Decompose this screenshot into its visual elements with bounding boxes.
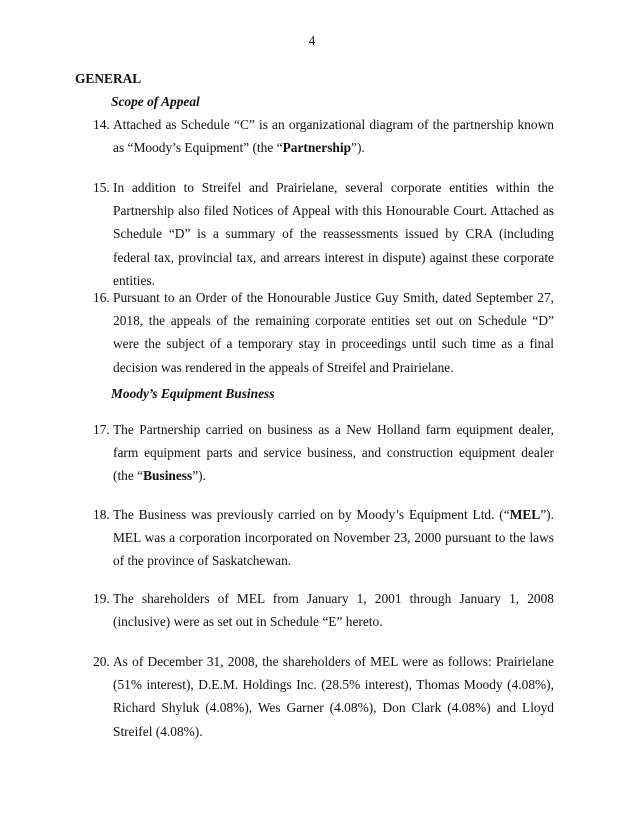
paragraph-19 [93,587,554,633]
defined-term-partnership: Partnership [282,140,352,156]
paragraph-number: 14. [93,117,110,132]
paragraph-14 [93,113,554,159]
paragraph-text: The shareholders of MEL from January 1, 2001 through January 1, 2008 (inclusive) were as set out in Schedule “E” hereto. [113,591,554,630]
paragraph-17 [93,418,554,488]
section-heading: GENERAL [75,71,142,86]
subheading-scope-of-appeal: Scope of Appeal [111,94,200,109]
paragraph-text: Pursuant to an Order of the Honourable Justice Guy Smith, dated September 27, 2018, the appeals of the remaining corporate entities set out on Schedule “D” were the subject of a temporary stay in proceedings until such time as a final decision was rendered in the appeals of Streifel and Prairielane. [113,290,554,375]
paragraph-text: As of December 31, 2008, the shareholders of MEL were as follows: Prairielane (51% interest), D.E.M. Holdings Inc. (28.5% interest), Thomas Moody (4.08%), Richard Shyluk (4.08%), Wes Garner (4.08%), Don Clark (4.08%) and Lloyd Streifel (4.08%). [113,654,554,739]
defined-term-business: Business [143,468,193,484]
page-number: 4 [308,33,316,48]
paragraph-number: 15. [93,180,110,195]
paragraph-number: 17. [93,422,110,437]
defined-term-mel: MEL [509,507,541,522]
paragraph-text: The Business was previously carried on by Moody’s Equipment Ltd. (“MEL”). MEL was a corporation incorporated on November 23, 2000 pursuant to the laws of the province of Saskatchewan. [113,507,554,569]
paragraph-18 [93,503,554,573]
paragraph-number: 19. [93,591,110,606]
subheading-moodys-equipment-business: Moody’s Equipment Business [111,386,275,401]
paragraph-16 [93,286,554,379]
paragraph-text: Attached as Schedule “C” is an organizational diagram of the partnership known as “Moody’s Equipment” (the “Partnership”). [113,117,554,156]
paragraph-text: In addition to Streifel and Prairielane, several corporate entities within the Partnership also filed Notices of Appeal with this Honourable Court. Attached as Schedule “D” is a summary of the reassessments issued by CRA (including federal tax, provincial tax, and arrears interest in dispute) against these corporate entities. [113,180,554,288]
paragraph-text: The Partnership carried on business as a New Holland farm equipment dealer, farm equipment parts and service business, and construction equipment dealer (the “Business”). [113,422,554,484]
paragraph-15 [93,176,554,292]
paragraph-20 [93,650,554,743]
paragraph-number: 16. [93,290,110,305]
paragraph-number: 18. [93,507,110,522]
paragraph-number: 20. [93,654,110,669]
